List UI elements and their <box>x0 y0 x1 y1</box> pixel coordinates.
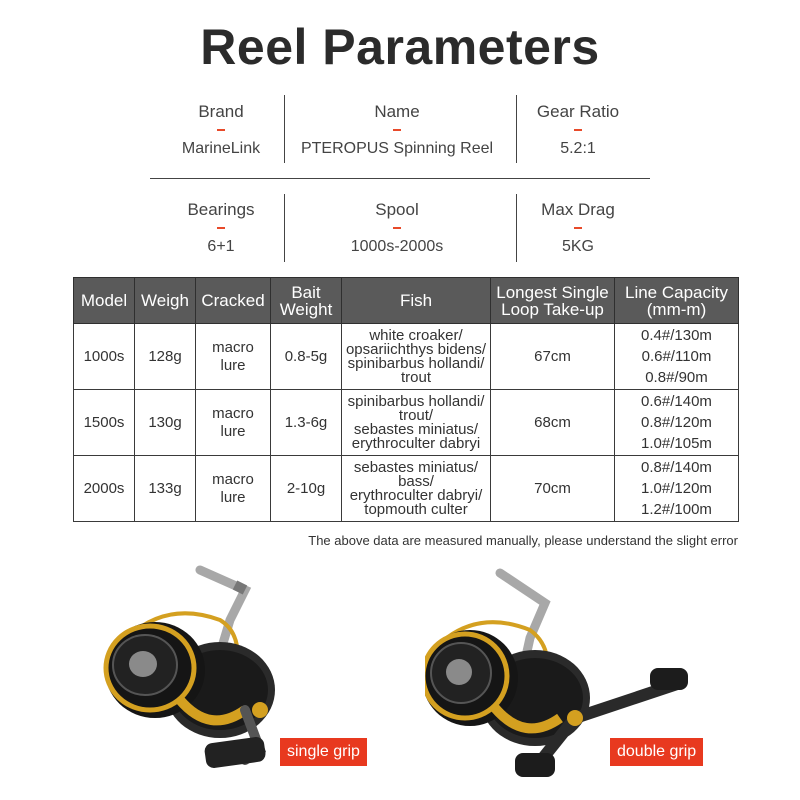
param-value: MarineLink <box>181 140 261 157</box>
param-max-drag <box>478 200 678 256</box>
header-cracked: Cracked <box>196 278 271 324</box>
header-line-capacity: Line Capacity (mm-m) <box>615 278 739 324</box>
param-gear-ratio <box>478 102 678 158</box>
param-bearings <box>121 200 321 256</box>
divider-dash <box>217 227 225 229</box>
cell-fish: spinibarbus hollandi/ trout/ sebastes miniatus/ erythroculter dabryi <box>342 390 491 456</box>
param-label: Gear Ratio <box>536 102 620 121</box>
param-label: Brand <box>198 102 244 121</box>
param-brand <box>121 102 321 158</box>
cell-takeup: 68cm <box>491 390 615 456</box>
param-value: 6+1 <box>207 238 235 255</box>
cell-model: 2000s <box>74 456 135 522</box>
divider-vertical <box>284 95 285 163</box>
divider-dash <box>393 227 401 229</box>
divider-dash <box>217 129 225 131</box>
cell-model: 1000s <box>74 324 135 390</box>
cell-takeup: 70cm <box>491 456 615 522</box>
header-fish: Fish <box>342 278 491 324</box>
disclaimer-note: The above data are measured manually, please understand the slight error <box>308 533 738 548</box>
divider-vertical <box>284 194 285 262</box>
table-row <box>74 456 739 522</box>
cell-cracked: macro lure <box>196 390 271 456</box>
cell-bait: 2-10g <box>271 456 342 522</box>
param-label: Max Drag <box>541 200 615 219</box>
param-label: Bearings <box>187 200 255 219</box>
header-takeup: Longest Single Loop Take-up <box>491 278 615 324</box>
page-title: Reel Parameters <box>200 19 600 75</box>
cell-fish: white croaker/ opsariichthys bidens/ spinibarbus hollandi/ trout <box>342 324 491 390</box>
cell-bait: 0.8-5g <box>271 324 342 390</box>
param-label: Spool <box>375 200 419 219</box>
cell-capacity: 0.6#/140m 0.8#/120m 1.0#/105m <box>615 390 739 456</box>
cell-weight: 128g <box>135 324 196 390</box>
divider-dash <box>574 129 582 131</box>
single-grip-badge: single grip <box>280 738 367 766</box>
cell-capacity: 0.4#/130m 0.6#/110m 0.8#/90m <box>615 324 739 390</box>
table-header-row <box>74 278 739 324</box>
header-bait-weight: Bait Weight <box>271 278 342 324</box>
spec-table <box>73 277 739 522</box>
param-value: 1000s-2000s <box>350 238 444 255</box>
double-grip-badge: double grip <box>610 738 703 766</box>
cell-fish: sebastes miniatus/ bass/ erythroculter dabryi/ topmouth culter <box>342 456 491 522</box>
cell-cracked: macro lure <box>196 324 271 390</box>
cell-weight: 133g <box>135 456 196 522</box>
table-row <box>74 324 739 390</box>
cell-cracked: macro lure <box>196 456 271 522</box>
param-label: Name <box>374 102 420 121</box>
param-value: PTEROPUS Spinning Reel <box>300 140 494 157</box>
param-name <box>297 102 497 158</box>
cell-bait: 1.3-6g <box>271 390 342 456</box>
divider-vertical <box>516 95 517 163</box>
cell-model: 1500s <box>74 390 135 456</box>
divider-vertical <box>516 194 517 262</box>
cell-weight: 130g <box>135 390 196 456</box>
param-value: 5KG <box>561 238 594 255</box>
param-spool <box>297 200 497 256</box>
divider-dash <box>393 129 401 131</box>
divider-dash <box>574 227 582 229</box>
cell-takeup: 67cm <box>491 324 615 390</box>
header-model: Model <box>74 278 135 324</box>
divider-horizontal <box>150 178 650 179</box>
param-value: 5.2:1 <box>560 140 596 157</box>
table-row <box>74 390 739 456</box>
header-weight: Weigh <box>135 278 196 324</box>
cell-capacity: 0.8#/140m 1.0#/120m 1.2#/100m <box>615 456 739 522</box>
